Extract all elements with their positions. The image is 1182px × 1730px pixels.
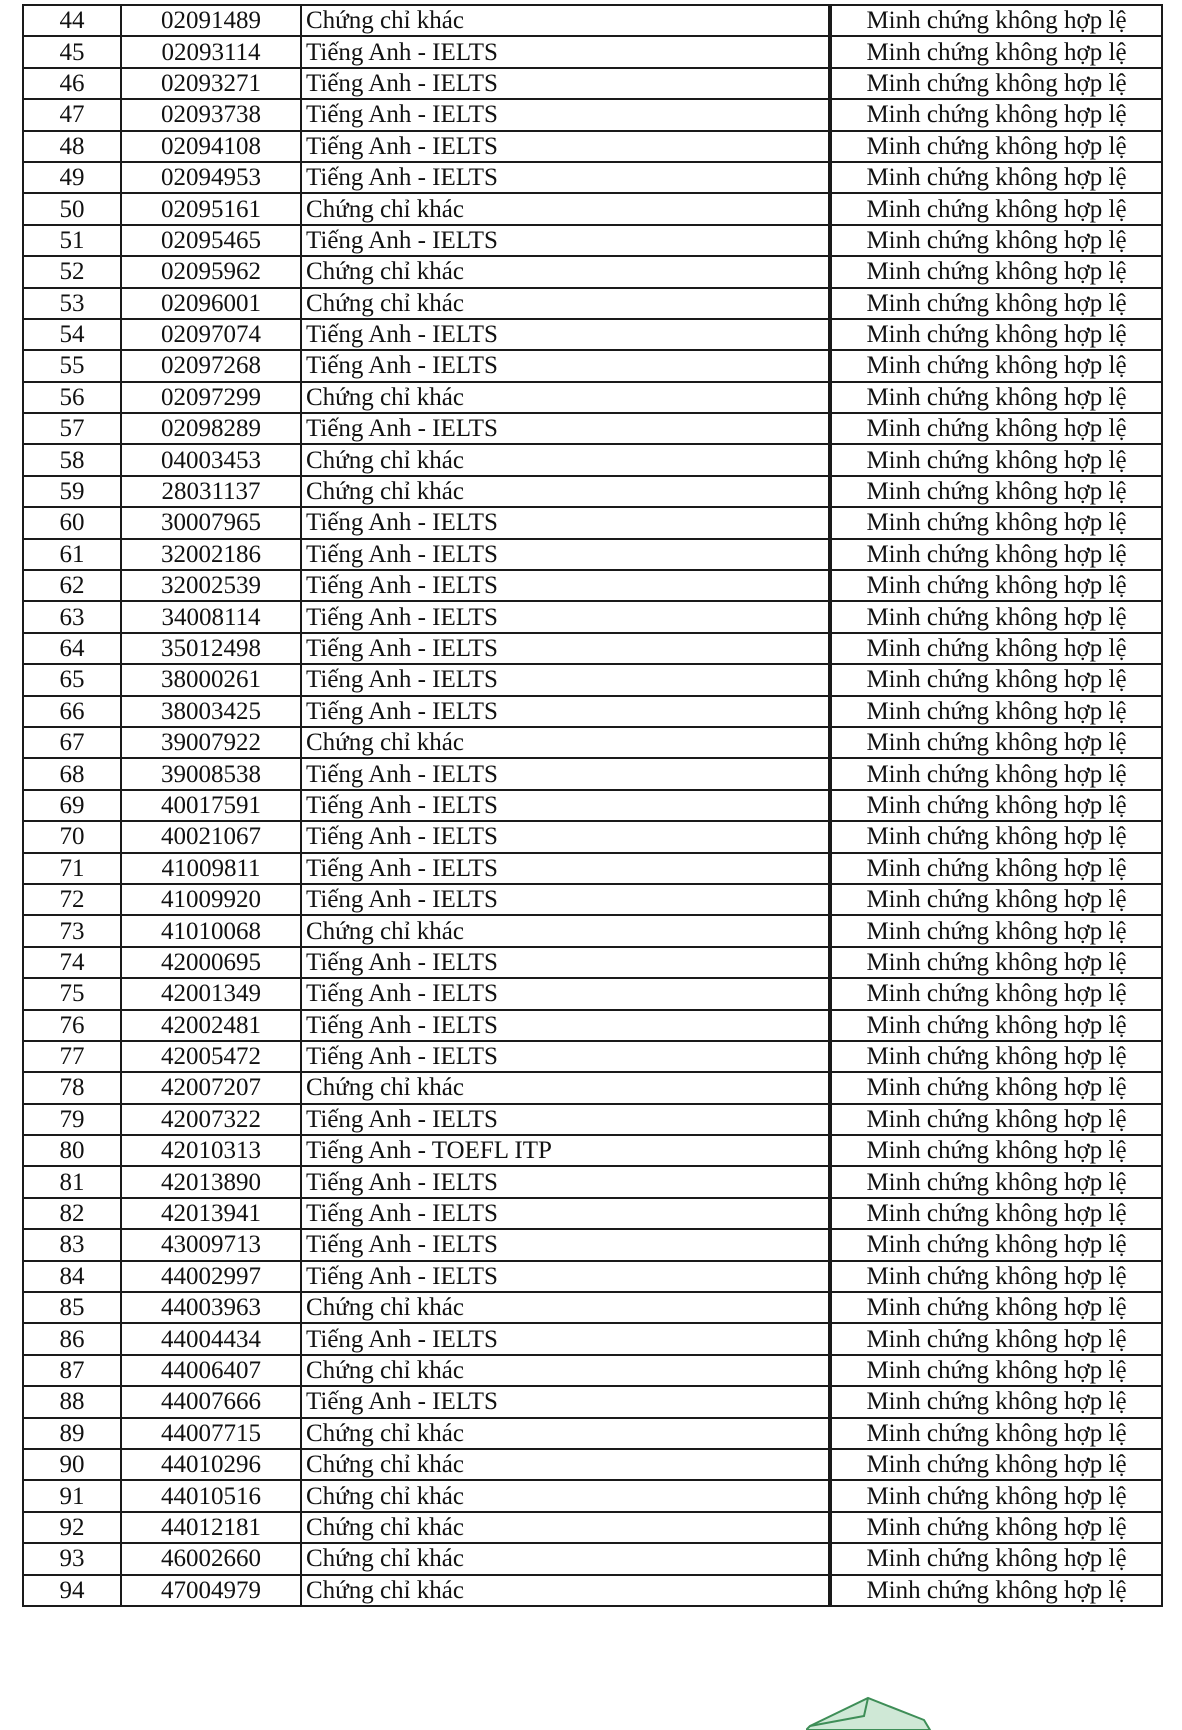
evaluation-result: Minh chứng không hợp lệ [831, 1072, 1162, 1103]
table-row [23, 1575, 1162, 1606]
evaluation-result: Minh chứng không hợp lệ [831, 1386, 1162, 1417]
candidate-id: 02098289 [121, 413, 301, 444]
row-number: 54 [23, 319, 121, 350]
evaluation-result: Minh chứng không hợp lệ [831, 1041, 1162, 1072]
row-number: 78 [23, 1072, 121, 1103]
table-row [23, 382, 1162, 413]
certificate-type: Tiếng Anh - IELTS [301, 1261, 829, 1292]
candidate-id: 34008114 [121, 601, 301, 632]
table-row [23, 947, 1162, 978]
candidate-id: 02091489 [121, 5, 301, 36]
row-number: 90 [23, 1449, 121, 1480]
table-row [23, 821, 1162, 852]
results-table-body [23, 5, 1162, 1606]
table-row [23, 1041, 1162, 1072]
candidate-id: 30007965 [121, 507, 301, 538]
row-number: 44 [23, 5, 121, 36]
table-row [23, 978, 1162, 1009]
table-row [23, 1543, 1162, 1574]
evaluation-result: Minh chứng không hợp lệ [831, 1104, 1162, 1135]
certificate-type: Tiếng Anh - IELTS [301, 99, 829, 130]
row-number: 81 [23, 1166, 121, 1197]
row-number: 91 [23, 1480, 121, 1511]
candidate-id: 44007666 [121, 1386, 301, 1417]
row-number: 69 [23, 790, 121, 821]
table-row [23, 1198, 1162, 1229]
row-number: 56 [23, 382, 121, 413]
certificate-type: Chứng chỉ khác [301, 193, 829, 224]
certificate-type: Chứng chỉ khác [301, 288, 829, 319]
candidate-id: 02095161 [121, 193, 301, 224]
row-number: 57 [23, 413, 121, 444]
certificate-type: Chứng chỉ khác [301, 1355, 829, 1386]
evaluation-result: Minh chứng không hợp lệ [831, 1480, 1162, 1511]
evaluation-result: Minh chứng không hợp lệ [831, 256, 1162, 287]
certificate-type: Chứng chỉ khác [301, 1575, 829, 1606]
certificate-type: Tiếng Anh - IELTS [301, 821, 829, 852]
certificate-type: Tiếng Anh - IELTS [301, 1041, 829, 1072]
candidate-id: 41009811 [121, 853, 301, 884]
table-row [23, 1323, 1162, 1354]
evaluation-result: Minh chứng không hợp lệ [831, 193, 1162, 224]
candidate-id: 02095465 [121, 225, 301, 256]
table-row [23, 99, 1162, 130]
table-row [23, 476, 1162, 507]
table-row [23, 1104, 1162, 1135]
evaluation-result: Minh chứng không hợp lệ [831, 821, 1162, 852]
candidate-id: 02093271 [121, 68, 301, 99]
certificate-type: Chứng chỉ khác [301, 476, 829, 507]
evaluation-result: Minh chứng không hợp lệ [831, 162, 1162, 193]
candidate-id: 40017591 [121, 790, 301, 821]
candidate-id: 32002186 [121, 539, 301, 570]
row-number: 68 [23, 758, 121, 789]
table-row [23, 507, 1162, 538]
row-number: 66 [23, 696, 121, 727]
row-number: 80 [23, 1135, 121, 1166]
row-number: 72 [23, 884, 121, 915]
evaluation-result: Minh chứng không hợp lệ [831, 382, 1162, 413]
certificate-type: Chứng chỉ khác [301, 444, 829, 475]
candidate-id: 46002660 [121, 1543, 301, 1574]
table-row [23, 1480, 1162, 1511]
table-row [23, 36, 1162, 67]
certificate-type: Tiếng Anh - IELTS [301, 978, 829, 1009]
candidate-id: 02094953 [121, 162, 301, 193]
table-row [23, 1512, 1162, 1543]
evaluation-result: Minh chứng không hợp lệ [831, 1355, 1162, 1386]
evaluation-result: Minh chứng không hợp lệ [831, 884, 1162, 915]
evaluation-result: Minh chứng không hợp lệ [831, 225, 1162, 256]
candidate-id: 44006407 [121, 1355, 301, 1386]
evaluation-result: Minh chứng không hợp lệ [831, 947, 1162, 978]
row-number: 92 [23, 1512, 121, 1543]
row-number: 82 [23, 1198, 121, 1229]
evaluation-result: Minh chứng không hợp lệ [831, 1135, 1162, 1166]
certificate-type: Tiếng Anh - IELTS [301, 1166, 829, 1197]
row-number: 70 [23, 821, 121, 852]
evaluation-result: Minh chứng không hợp lệ [831, 444, 1162, 475]
row-number: 58 [23, 444, 121, 475]
evaluation-result: Minh chứng không hợp lệ [831, 570, 1162, 601]
table-row [23, 193, 1162, 224]
table-row [23, 225, 1162, 256]
certificate-type: Chứng chỉ khác [301, 727, 829, 758]
certificate-type: Chứng chỉ khác [301, 1512, 829, 1543]
candidate-id: 41010068 [121, 915, 301, 946]
candidate-id: 28031137 [121, 476, 301, 507]
candidate-id: 44012181 [121, 1512, 301, 1543]
candidate-id: 44003963 [121, 1292, 301, 1323]
table-row [23, 790, 1162, 821]
table-row [23, 319, 1162, 350]
table-row [23, 131, 1162, 162]
evaluation-result: Minh chứng không hợp lệ [831, 1166, 1162, 1197]
candidate-id: 42000695 [121, 947, 301, 978]
table-row [23, 413, 1162, 444]
row-number: 46 [23, 68, 121, 99]
candidate-id: 42010313 [121, 1135, 301, 1166]
certificate-type: Tiếng Anh - IELTS [301, 225, 829, 256]
table-row [23, 570, 1162, 601]
row-number: 94 [23, 1575, 121, 1606]
row-number: 53 [23, 288, 121, 319]
evaluation-result: Minh chứng không hợp lệ [831, 131, 1162, 162]
row-number: 50 [23, 193, 121, 224]
table-row [23, 1449, 1162, 1480]
evaluation-result: Minh chứng không hợp lệ [831, 1292, 1162, 1323]
evaluation-result: Minh chứng không hợp lệ [831, 68, 1162, 99]
candidate-id: 42005472 [121, 1041, 301, 1072]
evaluation-result: Minh chứng không hợp lệ [831, 978, 1162, 1009]
candidate-id: 44010516 [121, 1480, 301, 1511]
evaluation-result: Minh chứng không hợp lệ [831, 853, 1162, 884]
evaluation-result: Minh chứng không hợp lệ [831, 36, 1162, 67]
row-number: 89 [23, 1418, 121, 1449]
certificate-type: Chứng chỉ khác [301, 1543, 829, 1574]
table-row [23, 1135, 1162, 1166]
certificate-type: Tiếng Anh - IELTS [301, 1010, 829, 1041]
candidate-id: 42007207 [121, 1072, 301, 1103]
table-row [23, 162, 1162, 193]
evaluation-result: Minh chứng không hợp lệ [831, 1449, 1162, 1480]
evaluation-result: Minh chứng không hợp lệ [831, 696, 1162, 727]
candidate-id: 02097299 [121, 382, 301, 413]
row-number: 75 [23, 978, 121, 1009]
evaluation-result: Minh chứng không hợp lệ [831, 664, 1162, 695]
table-row [23, 1229, 1162, 1260]
row-number: 49 [23, 162, 121, 193]
table-row [23, 727, 1162, 758]
certificate-type: Tiếng Anh - IELTS [301, 570, 829, 601]
certificate-type: Tiếng Anh - IELTS [301, 1323, 829, 1354]
table-row [23, 1386, 1162, 1417]
candidate-id: 02096001 [121, 288, 301, 319]
candidate-id: 43009713 [121, 1229, 301, 1260]
candidate-id: 44004434 [121, 1323, 301, 1354]
candidate-id: 42002481 [121, 1010, 301, 1041]
row-number: 59 [23, 476, 121, 507]
candidate-id: 02094108 [121, 131, 301, 162]
evaluation-result: Minh chứng không hợp lệ [831, 5, 1162, 36]
candidate-id: 44002997 [121, 1261, 301, 1292]
results-table [22, 4, 1163, 1607]
evaluation-result: Minh chứng không hợp lệ [831, 413, 1162, 444]
candidate-id: 42013941 [121, 1198, 301, 1229]
candidate-id: 42007322 [121, 1104, 301, 1135]
certificate-type: Tiếng Anh - IELTS [301, 162, 829, 193]
certificate-type: Chứng chỉ khác [301, 1480, 829, 1511]
evaluation-result: Minh chứng không hợp lệ [831, 476, 1162, 507]
row-number: 85 [23, 1292, 121, 1323]
candidate-id: 04003453 [121, 444, 301, 475]
candidate-id: 41009920 [121, 884, 301, 915]
row-number: 74 [23, 947, 121, 978]
table-row [23, 664, 1162, 695]
row-number: 93 [23, 1543, 121, 1574]
certificate-type: Tiếng Anh - IELTS [301, 1104, 829, 1135]
evaluation-result: Minh chứng không hợp lệ [831, 319, 1162, 350]
row-number: 67 [23, 727, 121, 758]
evaluation-result: Minh chứng không hợp lệ [831, 539, 1162, 570]
certificate-type: Tiếng Anh - IELTS [301, 884, 829, 915]
certificate-type: Tiếng Anh - IELTS [301, 131, 829, 162]
certificate-type: Tiếng Anh - IELTS [301, 601, 829, 632]
row-number: 84 [23, 1261, 121, 1292]
table-row [23, 68, 1162, 99]
candidate-id: 38000261 [121, 664, 301, 695]
table-row [23, 1010, 1162, 1041]
evaluation-result: Minh chứng không hợp lệ [831, 1229, 1162, 1260]
certificate-type: Tiếng Anh - TOEFL ITP [301, 1135, 829, 1166]
certificate-type: Tiếng Anh - IELTS [301, 947, 829, 978]
table-row [23, 633, 1162, 664]
table-row [23, 1072, 1162, 1103]
table-row [23, 884, 1162, 915]
certificate-type: Tiếng Anh - IELTS [301, 790, 829, 821]
candidate-id: 38003425 [121, 696, 301, 727]
row-number: 77 [23, 1041, 121, 1072]
row-number: 61 [23, 539, 121, 570]
row-number: 79 [23, 1104, 121, 1135]
certificate-type: Tiếng Anh - IELTS [301, 1229, 829, 1260]
table-row [23, 1166, 1162, 1197]
certificate-type: Tiếng Anh - IELTS [301, 36, 829, 67]
certificate-type: Tiếng Anh - IELTS [301, 413, 829, 444]
table-row [23, 758, 1162, 789]
table-row [23, 853, 1162, 884]
candidate-id: 40021067 [121, 821, 301, 852]
evaluation-result: Minh chứng không hợp lệ [831, 727, 1162, 758]
evaluation-result: Minh chứng không hợp lệ [831, 350, 1162, 381]
certificate-type: Tiếng Anh - IELTS [301, 664, 829, 695]
row-number: 73 [23, 915, 121, 946]
table-row [23, 1261, 1162, 1292]
row-number: 48 [23, 131, 121, 162]
evaluation-result: Minh chứng không hợp lệ [831, 1323, 1162, 1354]
row-number: 64 [23, 633, 121, 664]
results-sheet [22, 4, 1163, 1607]
evaluation-result: Minh chứng không hợp lệ [831, 758, 1162, 789]
table-row [23, 5, 1162, 36]
certificate-type: Tiếng Anh - IELTS [301, 539, 829, 570]
row-number: 55 [23, 350, 121, 381]
candidate-id: 42013890 [121, 1166, 301, 1197]
certificate-type: Tiếng Anh - IELTS [301, 319, 829, 350]
evaluation-result: Minh chứng không hợp lệ [831, 601, 1162, 632]
table-row [23, 915, 1162, 946]
certificate-type: Tiếng Anh - IELTS [301, 696, 829, 727]
evaluation-result: Minh chứng không hợp lệ [831, 288, 1162, 319]
table-row [23, 288, 1162, 319]
certificate-type: Tiếng Anh - IELTS [301, 758, 829, 789]
row-number: 86 [23, 1323, 121, 1354]
table-row [23, 350, 1162, 381]
evaluation-result: Minh chứng không hợp lệ [831, 507, 1162, 538]
certificate-type: Tiếng Anh - IELTS [301, 1198, 829, 1229]
table-row [23, 256, 1162, 287]
evaluation-result: Minh chứng không hợp lệ [831, 633, 1162, 664]
candidate-id: 44010296 [121, 1449, 301, 1480]
certificate-type: Chứng chỉ khác [301, 1449, 829, 1480]
certificate-type: Tiếng Anh - IELTS [301, 68, 829, 99]
row-number: 62 [23, 570, 121, 601]
evaluation-result: Minh chứng không hợp lệ [831, 790, 1162, 821]
certificate-type: Chứng chỉ khác [301, 382, 829, 413]
table-row [23, 1292, 1162, 1323]
certificate-type: Tiếng Anh - IELTS [301, 853, 829, 884]
row-number: 47 [23, 99, 121, 130]
table-row [23, 444, 1162, 475]
certificate-type: Tiếng Anh - IELTS [301, 350, 829, 381]
candidate-id: 35012498 [121, 633, 301, 664]
certificate-type: Chứng chỉ khác [301, 5, 829, 36]
page-curl-icon [806, 1690, 936, 1730]
certificate-type: Chứng chỉ khác [301, 915, 829, 946]
evaluation-result: Minh chứng không hợp lệ [831, 1512, 1162, 1543]
certificate-type: Chứng chỉ khác [301, 256, 829, 287]
candidate-id: 39007922 [121, 727, 301, 758]
row-number: 87 [23, 1355, 121, 1386]
candidate-id: 02095962 [121, 256, 301, 287]
table-row [23, 696, 1162, 727]
candidate-id: 02097268 [121, 350, 301, 381]
row-number: 83 [23, 1229, 121, 1260]
table-row [23, 539, 1162, 570]
row-number: 45 [23, 36, 121, 67]
candidate-id: 44007715 [121, 1418, 301, 1449]
evaluation-result: Minh chứng không hợp lệ [831, 99, 1162, 130]
evaluation-result: Minh chứng không hợp lệ [831, 1543, 1162, 1574]
row-number: 88 [23, 1386, 121, 1417]
certificate-type: Chứng chỉ khác [301, 1072, 829, 1103]
evaluation-result: Minh chứng không hợp lệ [831, 1261, 1162, 1292]
certificate-type: Tiếng Anh - IELTS [301, 507, 829, 538]
table-row [23, 1418, 1162, 1449]
evaluation-result: Minh chứng không hợp lệ [831, 915, 1162, 946]
evaluation-result: Minh chứng không hợp lệ [831, 1418, 1162, 1449]
candidate-id: 32002539 [121, 570, 301, 601]
row-number: 60 [23, 507, 121, 538]
candidate-id: 47004979 [121, 1575, 301, 1606]
candidate-id: 02093114 [121, 36, 301, 67]
row-number: 71 [23, 853, 121, 884]
candidate-id: 02097074 [121, 319, 301, 350]
candidate-id: 02093738 [121, 99, 301, 130]
evaluation-result: Minh chứng không hợp lệ [831, 1198, 1162, 1229]
row-number: 51 [23, 225, 121, 256]
evaluation-result: Minh chứng không hợp lệ [831, 1575, 1162, 1606]
table-row [23, 1355, 1162, 1386]
certificate-type: Chứng chỉ khác [301, 1292, 829, 1323]
candidate-id: 39008538 [121, 758, 301, 789]
certificate-type: Tiếng Anh - IELTS [301, 1386, 829, 1417]
row-number: 52 [23, 256, 121, 287]
row-number: 65 [23, 664, 121, 695]
table-row [23, 601, 1162, 632]
certificate-type: Tiếng Anh - IELTS [301, 633, 829, 664]
candidate-id: 42001349 [121, 978, 301, 1009]
row-number: 76 [23, 1010, 121, 1041]
evaluation-result: Minh chứng không hợp lệ [831, 1010, 1162, 1041]
certificate-type: Chứng chỉ khác [301, 1418, 829, 1449]
row-number: 63 [23, 601, 121, 632]
